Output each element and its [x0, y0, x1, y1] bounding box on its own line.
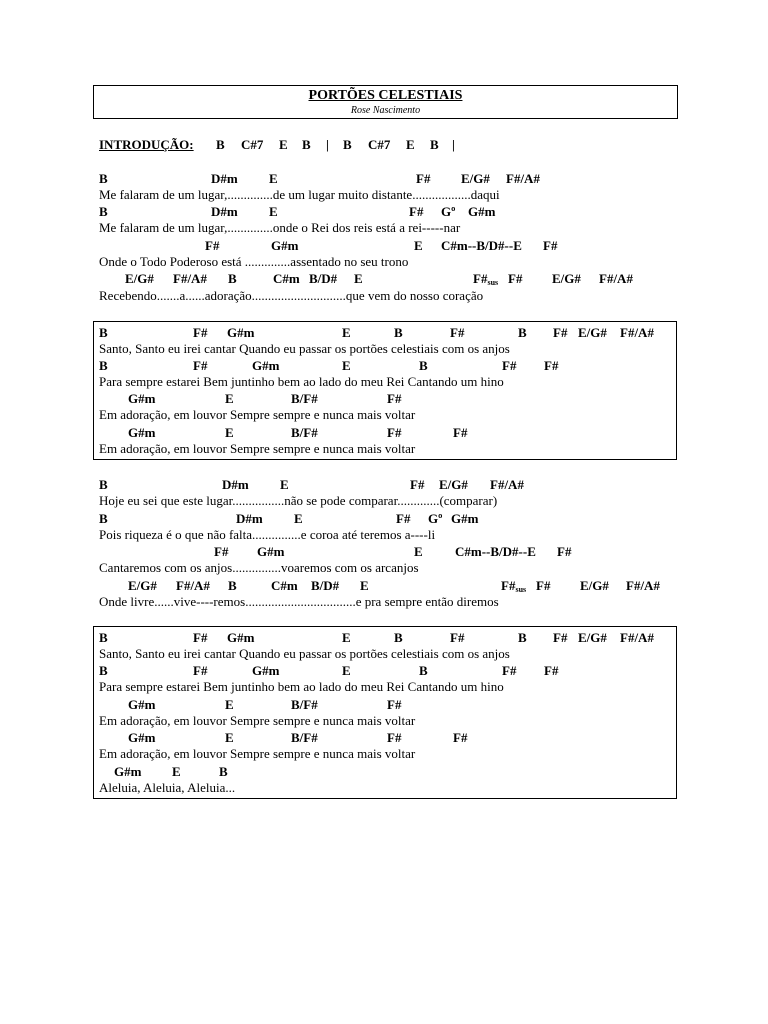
chord: F#: [553, 630, 568, 645]
chord: E: [342, 358, 351, 373]
chord: E: [342, 630, 351, 645]
chord: E: [414, 544, 423, 559]
chord: F#: [193, 358, 208, 373]
chord: B: [518, 325, 527, 340]
chord: B: [99, 171, 108, 186]
lyric-line: Santo, Santo eu irei cantar Quando eu passar os portões celestiais com os anjos: [99, 646, 510, 661]
intro-chord: B: [430, 137, 439, 152]
chord: G#m: [252, 663, 280, 678]
lyric-line: Em adoração, em louvor Sempre sempre e nunca mais voltar: [99, 746, 416, 761]
chord: D#m: [211, 204, 238, 219]
chord: F#: [557, 544, 572, 559]
chord: C#m: [273, 271, 300, 286]
chord: B/F#: [291, 697, 318, 712]
chord: B/F#: [291, 730, 318, 745]
chord: F#: [205, 238, 220, 253]
chord: G#m: [114, 764, 142, 779]
chord: B: [99, 663, 108, 678]
chord: G#m: [252, 358, 280, 373]
chord: E/G#: [552, 271, 581, 286]
intro-chord: E: [279, 137, 288, 152]
lyric-line: Me falaram de um lugar,..............onde o Rei dos reis está a rei-----nar: [99, 220, 461, 235]
chord: E/G#: [128, 578, 157, 593]
chord: B: [228, 271, 237, 286]
lyric-line: Aleluia, Aleluia, Aleluia...: [99, 780, 236, 795]
chord: F#: [396, 511, 411, 526]
intro-chord: B: [343, 137, 352, 152]
song-title: PORTÕES CELESTIAIS: [308, 88, 463, 103]
chord: F#/A#: [506, 171, 540, 186]
chord: G#m: [451, 511, 479, 526]
chord: F#: [553, 325, 568, 340]
chord: F#: [536, 578, 551, 593]
intro-bar: |: [452, 137, 455, 152]
chord: B: [228, 578, 237, 593]
chord: F#: [387, 730, 402, 745]
intro-chord: C#7: [368, 137, 391, 152]
chord: E: [225, 391, 234, 406]
chord: E: [225, 697, 234, 712]
chord: C#m--B/D#--E: [441, 238, 522, 253]
chord: E: [269, 171, 278, 186]
chord: F#: [410, 477, 425, 492]
chord: F#: [409, 204, 424, 219]
chord: B/F#: [291, 391, 318, 406]
chord: E: [172, 764, 181, 779]
chord: E/G#: [125, 271, 154, 286]
chord: B/D#: [311, 578, 340, 593]
chord: E/G#: [578, 325, 607, 340]
chord: E: [225, 425, 234, 440]
chord: F#: [502, 663, 517, 678]
intro-chord: C#7: [241, 137, 264, 152]
lyric-line: Santo, Santo eu irei cantar Quando eu passar os portões celestiais com os anjos: [99, 341, 510, 356]
chord: F#: [387, 425, 402, 440]
chord: B: [99, 630, 108, 645]
lyric-line: Recebendo.......a......adoração.............................que vem do nosso coração: [99, 288, 484, 303]
chord: B/D#: [309, 271, 338, 286]
chord-sus: $F\#_{sus}$: [473, 271, 499, 287]
chord: E: [280, 477, 289, 492]
chord: B: [518, 630, 527, 645]
chord: E/G#: [578, 630, 607, 645]
lyric-line: Me falaram de um lugar,..............de um lugar muito distante..................daqui: [99, 187, 500, 202]
intro-label: INTRODUÇÃO:: [99, 137, 194, 152]
chord: B: [99, 204, 108, 219]
chord: F#/A#: [173, 271, 207, 286]
chord: Gº: [441, 204, 456, 219]
chord: F#/A#: [599, 271, 633, 286]
chord: C#m--B/D#--E: [455, 544, 536, 559]
chord: B: [419, 358, 428, 373]
lyric-line: Onde livre......vive----remos..................................e pra sempre então diremos: [99, 594, 499, 609]
lyric-line: Em adoração, em louvor Sempre sempre e nunca mais voltar: [99, 441, 416, 456]
chord: F#/A#: [176, 578, 210, 593]
chord: D#m: [222, 477, 249, 492]
intro-bar: |: [326, 137, 329, 152]
chord: G#m: [128, 730, 156, 745]
chord: D#m: [236, 511, 263, 526]
title-box: [93, 85, 678, 119]
chord: F#: [453, 425, 468, 440]
chord: G#m: [128, 391, 156, 406]
chord: Gº: [428, 511, 443, 526]
chord: F#: [193, 663, 208, 678]
chord: F#: [544, 358, 559, 373]
chord: F#: [508, 271, 523, 286]
chord: F#: [450, 630, 465, 645]
chord: G#m: [227, 630, 255, 645]
chord: F#: [416, 171, 431, 186]
intro-chord: B: [216, 137, 225, 152]
chord: G#m: [468, 204, 496, 219]
song-author: Rose Nascimento: [350, 105, 421, 116]
chord: F#/A#: [490, 477, 524, 492]
chord: C#m: [271, 578, 298, 593]
chord: E: [225, 730, 234, 745]
chord: E/G#: [580, 578, 609, 593]
chord: B: [99, 511, 108, 526]
chord: E: [342, 325, 351, 340]
chord: E: [294, 511, 303, 526]
lyric-line: Onde o Todo Poderoso está ..............assentado no seu trono: [99, 254, 409, 269]
chord: E: [414, 238, 423, 253]
intro-chord: E: [406, 137, 415, 152]
chord: E: [360, 578, 369, 593]
chord: B: [219, 764, 228, 779]
chord: G#m: [128, 697, 156, 712]
chord: F#: [193, 630, 208, 645]
chord-sus: $F\#_{sus}$: [501, 578, 527, 594]
chord: G#m: [128, 425, 156, 440]
chord: E/G#: [439, 477, 468, 492]
chord: G#m: [271, 238, 299, 253]
lyric-line: Cantaremos com os anjos...............voaremos com os arcanjos: [99, 560, 419, 575]
chord: F#: [387, 697, 402, 712]
chord: B: [99, 358, 108, 373]
chord: F#: [387, 391, 402, 406]
lyric-line: Em adoração, em louvor Sempre sempre e nunca mais voltar: [99, 407, 416, 422]
chord: F#: [450, 325, 465, 340]
chord: B: [394, 325, 403, 340]
chord: E: [342, 663, 351, 678]
chord: D#m: [211, 171, 238, 186]
intro-chord: B: [302, 137, 311, 152]
chord: F#: [214, 544, 229, 559]
chord: E/G#: [461, 171, 490, 186]
lyric-line: Para sempre estarei Bem juntinho bem ao lado do meu Rei Cantando um hino: [99, 374, 504, 389]
chord: F#/A#: [620, 630, 654, 645]
chord: E: [354, 271, 363, 286]
chord: B/F#: [291, 425, 318, 440]
lyric-line: Para sempre estarei Bem juntinho bem ao lado do meu Rei Cantando um hino: [99, 679, 504, 694]
chord: G#m: [257, 544, 285, 559]
chord: B: [394, 630, 403, 645]
chord: F#: [453, 730, 468, 745]
lyric-line: Pois riqueza é o que não falta...............e coroa até teremos a----li: [99, 527, 436, 542]
chord: G#m: [227, 325, 255, 340]
chord: B: [419, 663, 428, 678]
chord: F#: [543, 238, 558, 253]
chord: F#: [544, 663, 559, 678]
chord: F#/A#: [620, 325, 654, 340]
chord: E: [269, 204, 278, 219]
lyric-line: Hoje eu sei que este lugar................não se pode comparar.............(comparar): [99, 493, 498, 508]
chord: F#: [193, 325, 208, 340]
chord: B: [99, 325, 108, 340]
chord: F#: [502, 358, 517, 373]
chord: B: [99, 477, 108, 492]
lyric-line: Em adoração, em louvor Sempre sempre e nunca mais voltar: [99, 713, 416, 728]
chord: F#/A#: [626, 578, 660, 593]
